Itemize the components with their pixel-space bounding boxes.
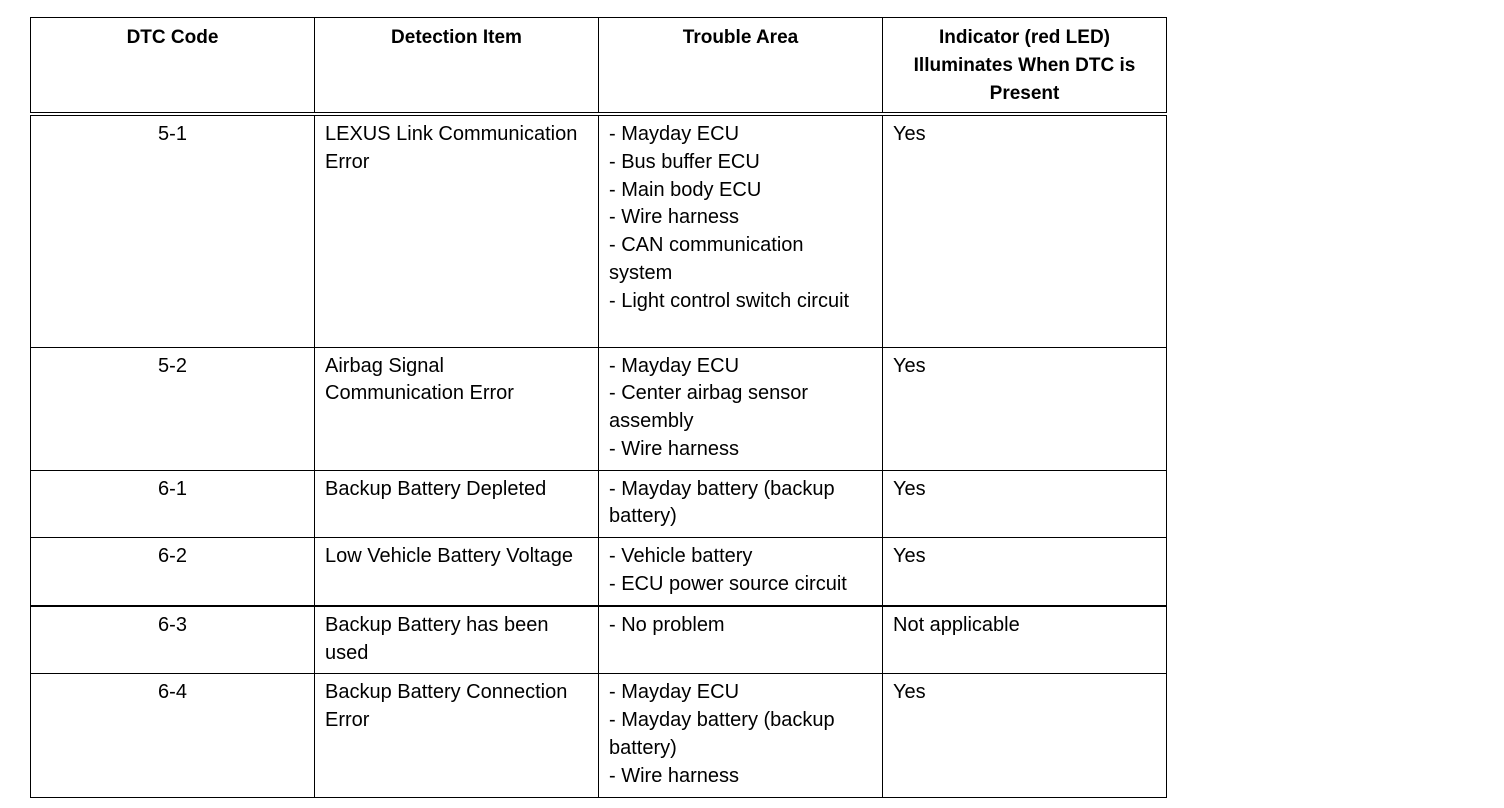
dtc-code-cell: 6-3 [31, 606, 315, 674]
detection-item-cell: Airbag Signal Communication Error [315, 347, 599, 470]
dtc-code-cell: 6-1 [31, 470, 315, 538]
trouble-area-item: - Mayday battery (backup battery) [609, 709, 835, 760]
trouble-area-item: - Wire harness [609, 206, 740, 229]
trouble-area-item: - CAN communication system [609, 234, 804, 284]
table-row [31, 674, 1167, 797]
dtc-code-cell: 5-1 [31, 114, 315, 347]
indicator-cell: Yes [883, 674, 1167, 797]
trouble-area-cell [599, 114, 883, 347]
table-row [31, 470, 1167, 538]
trouble-area-item: - ECU power source circuit [609, 573, 847, 596]
trouble-area-cell [599, 470, 883, 538]
indicator-cell: Yes [883, 470, 1167, 538]
trouble-area-item: - Mayday ECU [609, 123, 740, 145]
trouble-area-item: - Mayday ECU [609, 681, 740, 704]
trouble-area-cell [599, 674, 883, 797]
table-body [31, 114, 1167, 797]
table-row [31, 538, 1167, 606]
trouble-area-item: - Bus buffer ECU [609, 150, 760, 173]
indicator-cell: Yes [883, 114, 1167, 347]
trouble-area-cell [599, 347, 883, 470]
table-row [31, 347, 1167, 470]
detection-item-cell: Backup Battery Connection Error [315, 674, 599, 797]
header-row [31, 18, 1167, 115]
trouble-area-item: - Mayday battery (backup battery) [609, 477, 835, 528]
trouble-area-item: - Light control switch circuit [609, 289, 850, 312]
detection-item-cell: Low Vehicle Battery Voltage [315, 538, 599, 606]
detection-item-cell: LEXUS Link Communication Error [315, 114, 599, 347]
trouble-area-cell [599, 538, 883, 606]
trouble-area-item: - Vehicle battery [609, 545, 753, 568]
header-detection-item: Detection Item [315, 18, 599, 115]
indicator-cell: Not applicable [883, 606, 1167, 674]
table-row [31, 606, 1167, 674]
trouble-area-item: - Center airbag sensor assembly [609, 382, 808, 433]
trouble-area-item: - Main body ECU [609, 178, 762, 201]
dtc-table [30, 17, 1167, 798]
dtc-code-cell: 6-2 [31, 538, 315, 606]
trouble-area-cell [599, 606, 883, 674]
header-dtc-code: DTC Code [31, 18, 315, 115]
table-row [31, 114, 1167, 347]
indicator-cell: Yes [883, 347, 1167, 470]
trouble-area-item: - No problem [609, 613, 725, 636]
dtc-code-cell: 6-4 [31, 674, 315, 797]
header-trouble-area: Trouble Area [599, 18, 883, 115]
trouble-area-item: - Wire harness [609, 437, 740, 460]
detection-item-cell: Backup Battery has been used [315, 606, 599, 674]
indicator-cell: Yes [883, 538, 1167, 606]
detection-item-cell: Backup Battery Depleted [315, 470, 599, 538]
dtc-code-cell: 5-2 [31, 347, 315, 470]
header-indicator: Indicator (red LED) Illuminates When DTC is Present [883, 18, 1167, 115]
table-header [31, 18, 1167, 115]
trouble-area-item: - Wire harness [609, 764, 740, 787]
trouble-area-item: - Mayday ECU [609, 354, 740, 377]
